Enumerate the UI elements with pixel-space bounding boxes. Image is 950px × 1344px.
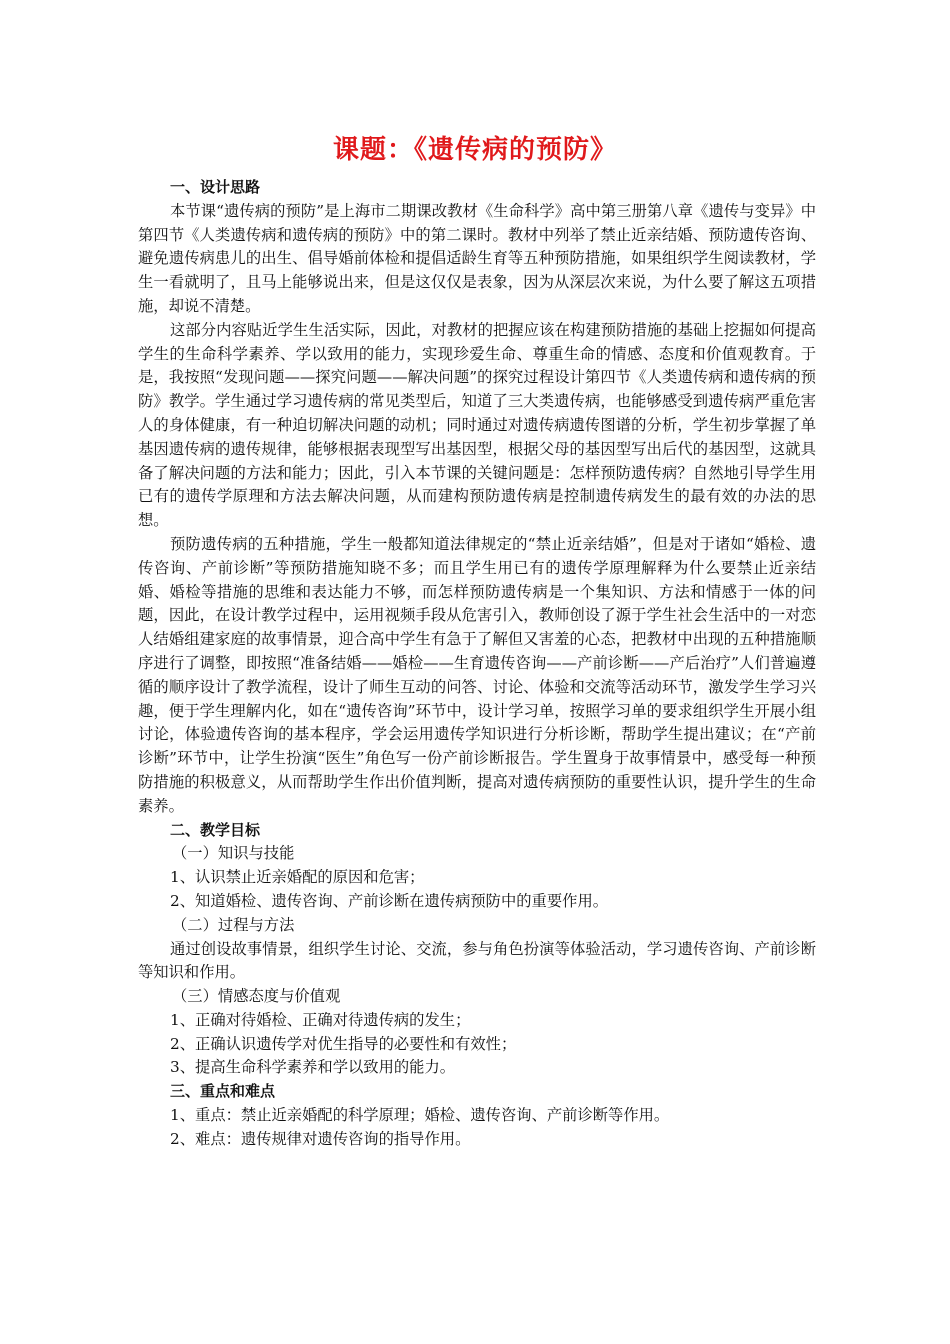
values-item-1: 1、正确对待婚检、正确对待遗传病的发生； (170, 1010, 471, 1029)
values-item-2: 2、正确认识遗传学对优生指导的必要性和有效性； (170, 1034, 517, 1053)
design-paragraph-2: 这部分内容贴近学生生活实际，因此，对教材的把握应该在构建预防措施的基础上挖掘如何提高学生的生命科学素养、学以致用的能力，实现珍爱生命、尊重生命的情感、态度和价值观教育。于是，我按照“发现问题——探究问题——解决问题”的探究过程设计第四节《人类遗传病和遗传病的预防》教学。学生通过学习遗传病的常见类型后，知道了三大类遗传病，也能够感受到遗传病严重危害人的身体健康，有一种迫切解决问题的动机；同时通过对遗传病遗传图谱的分析，学生初步掌握了单基因遗传病的遗传规律，能够根据表现型写出基因型，根据父母的基因型写出后代的基因型，这就具备了解决问题的方法和能力；因此，引入本节课的关键问题是：怎样预防遗传病？自然地引导学生用已有的遗传学原理和方法去解决问题，从而建构预防遗传病是控制遗传病发生的最有效的办法的思想。 (138, 320, 816, 530)
subheading-knowledge: （一）知识与技能 (172, 844, 295, 863)
key-point-item-1: 1、重点：禁止近亲婚配的科学原理；婚检、遗传咨询、产前诊断等作用。 (170, 1106, 670, 1125)
process-paragraph: 通过创设故事情景，组织学生讨论、交流，参与角色扮演等体验活动，学习遗传咨询、产前诊断等知识和作用。 (138, 939, 816, 982)
section-heading-goals: 二、教学目标 (170, 820, 261, 839)
document-body (138, 176, 816, 1152)
subheading-process: （二）过程与方法 (172, 915, 295, 934)
document-title: 课题：《遗传病的预防》 (332, 135, 617, 165)
knowledge-item-1: 1、认识禁止近亲婚配的原因和危害； (170, 868, 425, 887)
design-paragraph-1: 本节课“遗传病的预防”是上海市二期课改教材《生命科学》高中第三册第八章《遗传与变异》中第四节《人类遗传病和遗传病的预防》中的第二课时。教材中列举了禁止近亲结婚、预防遗传咨询、避免遗传病患儿的出生、倡导婚前体检和提倡适龄生育等五种预防措施，如果组织学生阅读教材，学生一看就明了，且马上能够说出来，但是这仅仅是表象，因为从深层次来说，为什么要了解这五项措施，却说不清楚。 (138, 201, 816, 315)
key-point-item-2: 2、难点：遗传规律对遗传咨询的指导作用。 (170, 1129, 471, 1148)
section-heading-design: 一、设计思路 (170, 178, 261, 196)
design-paragraph-3: 预防遗传病的五种措施，学生一般都知道法律规定的“禁止近亲结婚”，但是对于诸如“婚检、遗传咨询、产前诊断”等预防措施知晓不多；而且学生用已有的遗传学原理解释为什么要禁止近亲结婚、婚检等措施的思维和表达能力不够，而怎样预防遗传病是一个集知识、方法和情感于一体的问题，因此，在设计教学过程中，运用视频手段从危害引入，教师创设了源于学生社会生活中的一对恋人结婚组建家庭的故事情景，迎合高中学生有急于了解但又害羞的心态，把教材中出现的五种措施顺序进行了调整，即按照“准备结婚——婚检——生育遗传咨询——产前诊断——产后治疗”人们普遍遵循的顺序设计了教学流程，设计了师生互动的问答、讨论、体验和交流等活动环节，激发学生学习兴趣，便于学生理解内化，如在“遗传咨询”环节中，设计学习单，按照学习单的要求组织学生开展小组讨论，体验遗传咨询的基本程序，学会运用遗传学知识进行分析诊断，帮助学生提出建议；在“产前诊断”环节中，让学生扮演“医生”角色写一份产前诊断报告。学生置身于故事情景中，感受每一种预防措施的积极意义，从而帮助学生作出价值判断，提高对遗传病预防的重要性认识，提升学生的生命素养。 (138, 534, 816, 815)
subheading-values: （三）情感态度与价值观 (172, 987, 341, 1006)
section-heading-key-points: 三、重点和难点 (170, 1082, 276, 1101)
values-item-3: 3、提高生命科学素养和学以致用的能力。 (170, 1058, 456, 1077)
knowledge-item-2: 2、知道婚检、遗传咨询、产前诊断在遗传病预防中的重要作用。 (170, 891, 609, 910)
